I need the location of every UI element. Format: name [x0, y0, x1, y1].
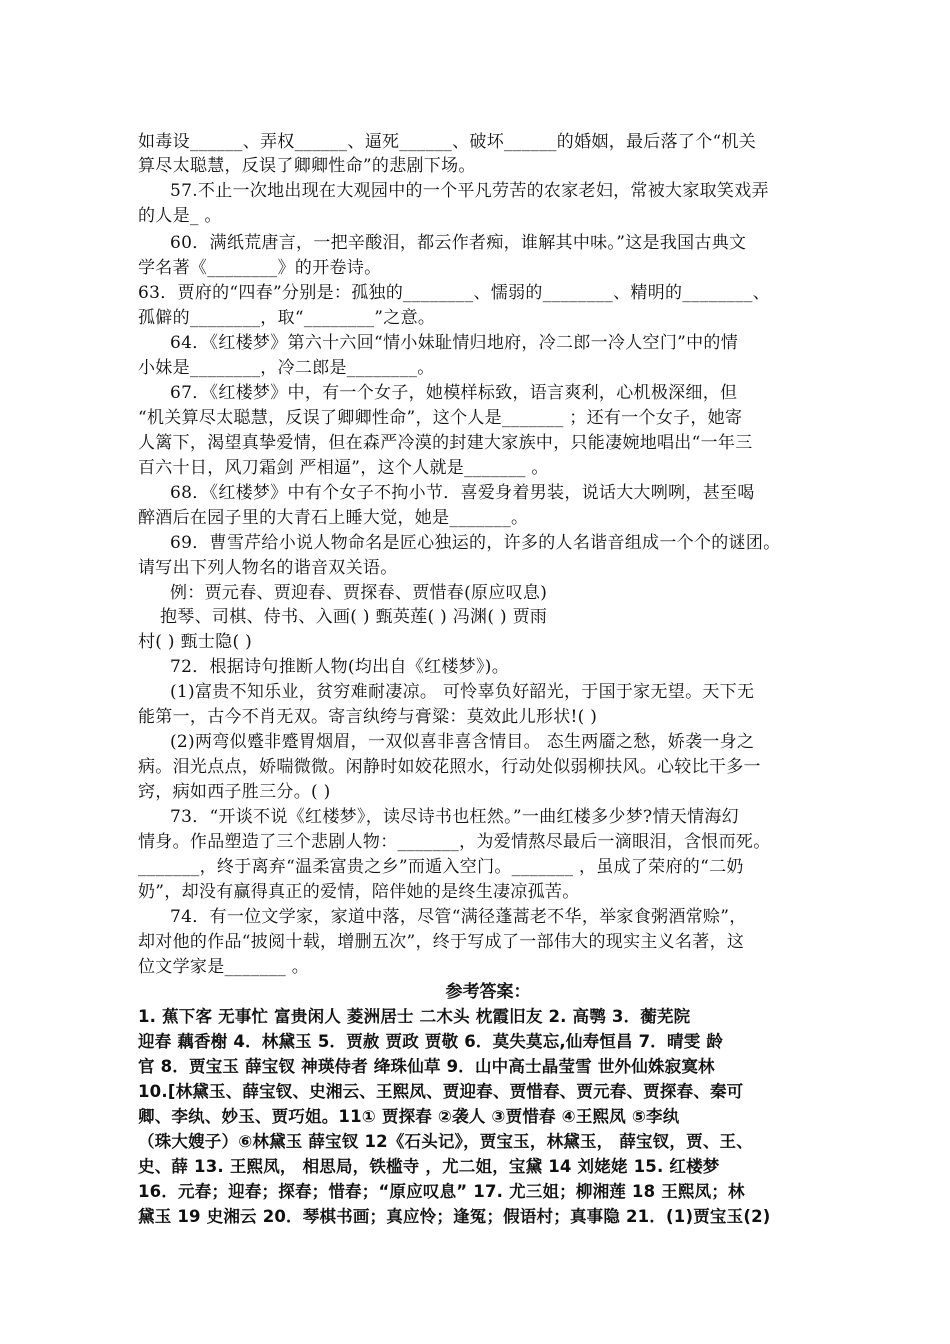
question-63-line-1: 63．贾府的“四春”分别是：孤独的________、懦弱的________、精明的________、 — [138, 283, 771, 303]
question-72-sub-2-line-1: (2)两弯似蹙非蹙胃烟眉，一双似喜非喜含情目。 态生两靥之愁，娇袭一身之 — [170, 732, 755, 752]
question-72-sub-2-line-3: 窍，病如西子胜三分。( ) — [138, 782, 331, 802]
question-64-line-1: 64．《红楼梦》第六十六回“情小妹耻情归地府，冷二郎一冷人空门”中的情 — [170, 333, 739, 353]
question-72-sub-1-line-2: 能第一，古今不肖无双。寄言纨绔与膏粱：莫效此儿形状!( ) — [138, 707, 598, 727]
answers-line-1: 1. 蕉下客 无事忙 富贵闲人 菱洲居士 二木头 枕霞旧友 2. 高鹗 3．蘅芜院 — [138, 1007, 691, 1026]
question-60-line-2: 学名著《________》的开卷诗。 — [138, 258, 382, 278]
question-68-line-1: 68．《红楼梦》中有个女子不拘小节．喜爱身着男装，说话大大咧咧，甚至喝 — [170, 483, 755, 503]
question-72-sub-1-line-1: (1)富贵不知乐业，贫穷难耐凄凉。 可怜辜负好韶光，于国于家无望。天下无 — [170, 682, 755, 702]
question-69-items-line-1: 抱琴、司棋、侍书、入画( ) 甄英莲( ) 冯渊( ) 贾雨 — [160, 607, 548, 627]
question-74-line-2: 却对他的作品“披阅十载，增删五次”，终于写成了一部伟大的现实主义名著，这 — [138, 932, 745, 952]
question-73-line-4: 奶”，却没有赢得真正的爱情，陪伴她的是终生凄凉孤苦。 — [138, 882, 580, 902]
answers-heading: 参考答案： — [445, 982, 531, 1002]
question-73-line-2: 情身。作品塑造了三个悲剧人物：_______，为爱情熬尽最后一滴眼泪，含恨而死。 — [138, 832, 771, 852]
answers-line-3: 官 8．贾宝玉 薛宝钗 神瑛侍者 绛珠仙草 9．山中高士晶莹雪 世外仙姝寂寞林 — [138, 1057, 715, 1076]
answers-line-2: 迎春 藕香榭 4．林黛玉 5．贾赦 贾政 贾敬 6．莫失莫忘,仙寿恒昌 7．晴雯 龄 — [138, 1032, 724, 1051]
question-67-line-3: 人篱下，渴望真挚爱情，但在森严冷漠的封建大家族中，只能凄婉地唱出“一年三 — [138, 433, 753, 453]
question-67-line-1: 67．《红楼梦》中，有一个女子，她模样标致，语言爽利，心机极深细，但 — [170, 383, 738, 403]
question-69-items-line-2: 村( ) 甄士隐( ) — [138, 632, 253, 652]
answers-line-9: 黛玉 19 史湘云 20．琴棋书画；真应怜；逢冤；假语村；真事隐 21．(1)贾宝玉(2) — [138, 1207, 771, 1226]
question-68-line-2: 醉酒后在园子里的大青石上睡大觉，她是_______。 — [138, 508, 529, 528]
question-56-line-1: 如毒设______、弄权______、逼死______、破坏______的婚姻，最后落了个“机关 — [138, 132, 757, 152]
question-56-line-2: 算尽太聪慧，反误了卿卿性命”的悲剧下场。 — [138, 156, 476, 176]
question-67-line-4: 百六十日，风刀霜剑 严相逼”，这个人就是_______ 。 — [138, 458, 549, 478]
question-67-line-2: “机关算尽太聪慧，反误了卿卿性命”，这个人是_______ ；还有一个女子，她寄 — [138, 408, 743, 428]
question-73-line-3: _______，终于离弃“温柔富贵之乡”而遁入空门。_______ ，虽成了荣府的“二奶 — [138, 857, 744, 877]
question-64-line-2: 小妹是________，冷二郎是________。 — [138, 358, 435, 378]
answers-line-8: 16．元春；迎春；探春；惜春；“原应叹息” 17. 尤三姐；柳湘莲 18 王熙凤；林 — [138, 1182, 745, 1201]
answers-line-5: 卿、李纨、妙玉、贾巧姐。11① 贾探春 ②袭人 ③贾惜春 ④王熙凤 ⑤李纨 — [138, 1107, 680, 1126]
answers-line-7: 史、薛 13. 王熙凤， 相思局，铁槛寺 ，尤二姐，宝黛 14 刘姥姥 15. 红楼梦 — [138, 1157, 720, 1176]
question-57-line-1: 57.不止一次地出现在大观园中的一个平凡劳苦的农家老妇，常被大家取笑戏弄 — [170, 181, 769, 201]
question-69-example: 例：贾元春、贾迎春、贾探春、贾惜春(原应叹息) — [170, 583, 548, 603]
question-72-sub-2-line-2: 病。泪光点点，娇喘微微。闲静时如姣花照水，行动处似弱柳扶风。心较比干多一 — [138, 757, 761, 777]
question-69-line-1: 69．曹雪芹给小说人物命名是匠心独运的，许多的人名谐音组成一个个的谜团。 — [170, 533, 781, 553]
question-72-line-1: 72．根据诗句推断人物(均出自《红楼梦》)。 — [170, 657, 509, 677]
question-73-line-1: 73．“开谈不说《红楼梦》，读尽诗书也枉然。”一曲红楼多少梦?情天情海幻 — [170, 807, 739, 827]
question-57-line-2: 的人是_ 。 — [138, 206, 222, 226]
question-60-line-1: 60．满纸荒唐言，一把辛酸泪，都云作者痴，谁解其中味。”这是我国古典文 — [170, 233, 747, 253]
question-63-line-2: 孤僻的________，取“________”之意。 — [138, 308, 436, 328]
question-74-line-3: 位文学家是_______ 。 — [138, 957, 310, 977]
answers-line-4: 10.[林黛玉、薛宝钗、史湘云、王熙凤、贾迎春、贾惜春、贾元春、贾探春、秦可 — [138, 1082, 744, 1101]
answers-line-6: （珠大嫂子）⑥林黛玉 薛宝钗 12《石头记》，贾宝玉，林黛玉， 薛宝钗，贾、王、 — [138, 1132, 753, 1151]
question-69-line-2: 请写出下列人物名的谐音双关语。 — [138, 558, 398, 578]
question-74-line-1: 74．有一位文学家，家道中落，尽管“满径蓬蒿老不华，举家食粥酒常赊”， — [170, 907, 747, 927]
